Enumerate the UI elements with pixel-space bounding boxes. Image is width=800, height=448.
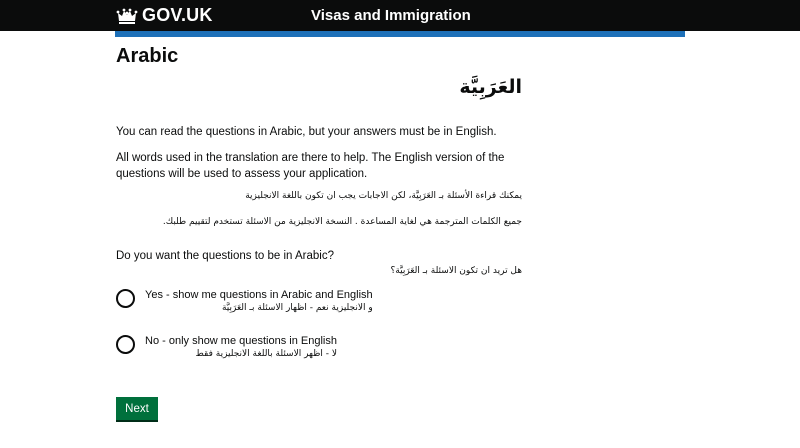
intro-text-english-1: You can read the questions in Arabic, but your answers must be in English. [116, 126, 497, 138]
option-no-label-arabic: لا - اظهر الاسئلة باللغة الانجليزية فقط [195, 349, 337, 359]
next-button[interactable]: Next [116, 397, 158, 422]
option-yes-text [145, 288, 373, 313]
option-no-label-english: No - only show me questions in English [145, 335, 337, 347]
arabic-title: العَرَبِيَّة [459, 76, 522, 98]
option-yes-label-arabic: و الانجليزية نعم - اظهار الاسئلة بـ العَرَبِيَّة [221, 303, 373, 313]
intro-text-arabic-2: جميع الكلمات المترجمة هي لغاية المساعدة . النسخة الانجليزية من الاسئلة تستخدم لتقييم طلبك. [162, 217, 522, 227]
radio-yes[interactable] [116, 289, 135, 308]
service-name-link[interactable]: Visas and Immigration [311, 7, 471, 24]
site-header [0, 0, 800, 31]
question-english: Do you want the questions to be in Arabic? [116, 250, 335, 262]
radio-no[interactable] [116, 335, 135, 354]
option-yes-label-english: Yes - show me questions in Arabic and English [145, 289, 373, 301]
option-no-text [145, 334, 337, 359]
intro-text-arabic-1: يمكنك قراءة الأسئلة بـ العَرَبِيَّة، لكن الاجابات يجب ان تكون باللغة الانجليزية [245, 191, 522, 201]
option-no[interactable] [116, 334, 337, 359]
intro-text-english-2: All words used in the translation are there to help. The English version of the questions will be used to assess your application. [116, 152, 505, 180]
accent-bar [115, 31, 685, 37]
page-title: Arabic [116, 45, 179, 67]
question-arabic: هل تريد ان تكون الاسئلة بـ العَرَبِيَّة؟ [390, 266, 522, 276]
govuk-home-link[interactable] [116, 5, 213, 26]
brand-text: GOV.UK [142, 5, 213, 25]
crown-icon [116, 7, 138, 25]
option-yes[interactable] [116, 288, 373, 313]
